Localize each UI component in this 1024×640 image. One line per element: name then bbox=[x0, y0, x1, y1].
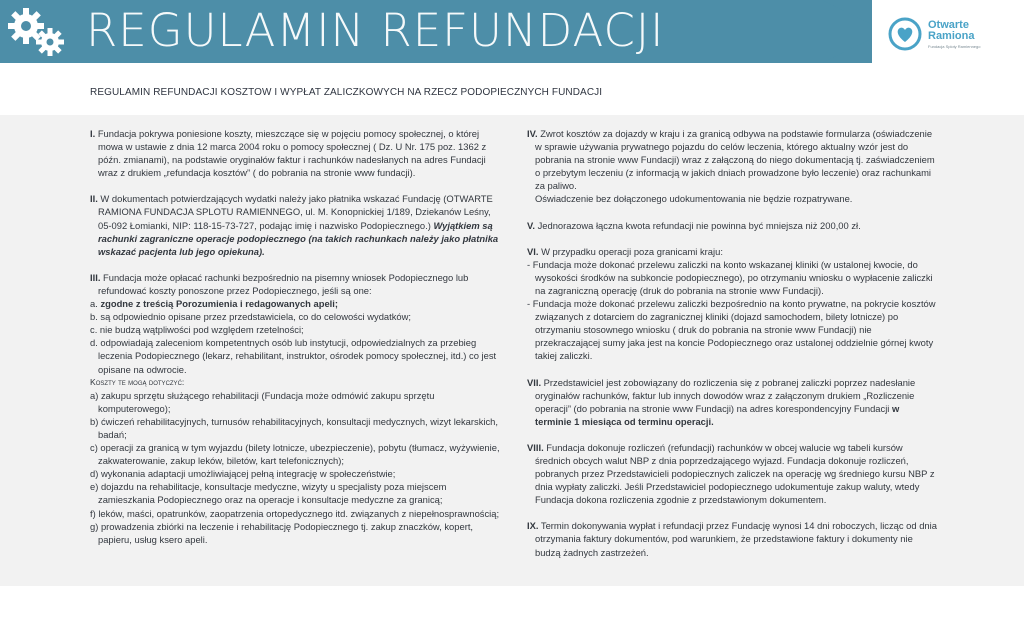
section-9 bbox=[527, 519, 937, 558]
list-item: e) dojazdu na rehabilitacje, konsultacje medyczne, wizyty u specjalisty poza miejscem zamieszkania Podopiecznego oraz na operacje i konsultacje medyczne za granicą; bbox=[90, 481, 447, 506]
section-3-intro bbox=[90, 271, 500, 297]
list-prefix: a. bbox=[90, 298, 101, 310]
section-number: IV. bbox=[527, 128, 538, 139]
section-number: VIII. bbox=[527, 441, 544, 453]
section-7 bbox=[527, 376, 937, 428]
gears-icon bbox=[6, 4, 68, 60]
list-item: c) operacji za granicą w tym wyjazdu (bilety lotnicze, ubezpieczenie), pobytu (tłumacz, wyżywienie, zakwaterowanie, zakup leków, biletów, kart telefonicznych); bbox=[90, 442, 500, 467]
section-4 bbox=[527, 127, 937, 206]
list-item-bold: zgodne z treścią Porozumienia i redagowanych apeli; bbox=[100, 298, 338, 310]
list-item: d. odpowiadają zaleceniom kompetentnych osób lub instytucji, odpowiedzialnych za przebieg leczenia Podopiecznego (lekarz, rehabilitant, instruktor, ośrodek pomocy społecznej, itd.) co jest opisane na odwrocie. bbox=[90, 337, 497, 375]
list-item: b) ćwiczeń rehabilitacyjnych, turnusów rehabilitacyjnych, konsultacji medycznych, wizyt lekarskich, badań; bbox=[90, 415, 498, 440]
logo-subtext: Fundacja Sploty Ramiennego bbox=[928, 44, 981, 49]
section-text: W przypadku operacji poza granicami kraju: bbox=[538, 245, 723, 257]
logo-text bbox=[928, 20, 974, 42]
section-number: VII. bbox=[527, 376, 542, 388]
section-text: Zwrot kosztów za dojazdy w kraju i za granicą odbywa na podstawie formularza (oświadczenie w sprawie używania prywatnego pojazdu do celów leczenia, którego aktualny wzór jest do pobrania na stronie www Fundacji) wraz z załączoną do niego dokumentacją tj. zaświadczeniem o przebytym leczeniu (z informacją w jakich dniach prowadzone było leczenie) oraz rachunkami za paliwo. bbox=[535, 128, 935, 192]
section-6 bbox=[527, 245, 937, 363]
section-text: Przedstawiciel jest zobowiązany do rozliczenia się z pobranej zaliczki poprzez nadesłanie oryginałów rachunków, faktur lub innych dowodów wraz z załączonym drukiem „Rozliczenie operacji” (do pobrania na stronie www Fundacji) na adres korespondencyjny Fundacji bbox=[535, 376, 916, 414]
list-item: d) wykonania adaptacji umożliwiającej pełną integrację w społeczeństwie; bbox=[90, 468, 396, 480]
logo-line2: Ramiona bbox=[928, 30, 975, 42]
section-text: Fundacja pokrywa poniesione koszty, mieszczące się w pojęciu pomocy społecznej, o której mowa w ustawie z dnia 12 marca 2004 roku o pomocy społecznej ( Dz. U Nr. 175 poz. 1362 z późn. zmianami), na podstawie oryginałów faktur i rachunków nadesłanych na adres Fundacji wraz z drukiem „refundacja kosztów” ( do pobrania na stronie www fundacji). bbox=[95, 128, 487, 179]
section-number: II. bbox=[90, 193, 98, 205]
section-5 bbox=[527, 219, 937, 232]
costs-heading: Koszty te mogą dotyczyć: bbox=[90, 376, 185, 387]
list-item: g) prowadzenia zbiórki na leczenie i rehabilitację Podopiecznego tj. zakup znaczków, kopert, papieru, usług ksero apeli. bbox=[90, 520, 474, 545]
section-text: Fundacja może opłacać rachunki bezpośrednio na pisemny wniosek Podopiecznego lub refundować koszty ponoszone przez Podopiecznego, jeśli są one: bbox=[98, 271, 469, 296]
section-bold-note: Wyjątkiem są rachunki zagraniczne operacje podopiecznego (na takich rachunkach należy jako płatnika wskazać pacjenta lub jego opiekuna). bbox=[98, 219, 499, 257]
section-number: IX. bbox=[527, 520, 539, 532]
list-item: f) leków, maści, opatrunków, zaopatrzenia ortopedycznego itd. związanych z niepełnosprawnością; bbox=[90, 507, 500, 519]
list-item: - Fundacja może dokonać przelewu zaliczki bezpośrednio na konto prywatne, na pokrycie kosztów związanych z dotarciem do zagranicznej kliniki (dojazd samochodem, bilety lotnicze) po otrzymaniu stosownego wniosku ( druk do pobrania na stronie www Fundacji) nie przekraczającej sumy jaka jest na koncie Podopiecznego oraz ustalonej oddzielnie górnej kwoty takiej zaliczki. bbox=[527, 298, 936, 362]
page-title: REGULAMIN REFUNDACJI bbox=[86, 4, 665, 57]
section-note: Oświadczenie bez dołączonego udokumentowania nie będzie rozpatrywane. bbox=[535, 193, 853, 205]
list-item bbox=[90, 297, 500, 310]
section-number: VI. bbox=[527, 245, 539, 257]
document-subtitle: REGULAMIN REFUNDACJI KOSZTOW I WYPŁAT ZALICZKOWYCH NA RZECZ PODOPIECZNYCH FUNDACJI bbox=[90, 87, 603, 98]
section-number: III. bbox=[90, 271, 101, 283]
header-banner bbox=[0, 0, 1024, 63]
section-number: V. bbox=[527, 219, 535, 231]
section-4-body bbox=[527, 127, 937, 192]
section-text: Fundacja dokonuje rozliczeń (refundacji) rachunków w obcej walucie wg tabeli kursów średnich obcych walut NBP z dnia poprzedzającego wyjazd. Fundacja dokonuje rozliczeń, pobranych przez Przedstawicieli podopiecznych zaliczek na operację wg średniego kursu NBP z dnia wypłaty zaliczki. Jeśli Przedstawiciel podopiecznego udokumentuje zakup waluty, wtedy Fundacja dokona rozliczenia zgodnie z przedstawionym dokumentem. bbox=[535, 441, 935, 506]
section-text: W dokumentach potwierdzających wydatki należy jako płatnika wskazać Fundację (OTWARTE RAMIONA FUNDACJA SPLOTU RAMIENNEGO, ul. M. Konopnickiej 1/189, Dziekanów Leśny, 05-092 Łomianki, NIP: 118-15-73-727, podając imię i nazwisko Podopiecznego.) bbox=[97, 193, 493, 231]
section-bold-deadline: w terminie 1 miesiąca od terminu operacji. bbox=[535, 402, 900, 427]
list-item: - Fundacja może dokonać przelewu zaliczki na konto wskazanej kliniki (w ustalonej kwocie, do wysokości środków na subkoncie podopiecznego), po otrzymaniu wniosku o wypłacenie zaliczki na zagraniczną operację (druk do pobrania na stronie www Fundacji). bbox=[527, 258, 933, 296]
list-item: c. nie budzą wątpliwości pod względem rzetelności; bbox=[90, 324, 304, 336]
left-column bbox=[90, 127, 500, 546]
section-text: Termin dokonywania wypłat i refundacji przez Fundację wynosi 14 dni roboczych, licząc od dnia otrzymania faktury dokumentów, pod warunkiem, że przedstawione faktury i dokumenty nie budzą żadnych zastrzeżeń. bbox=[535, 520, 937, 558]
section-text: Jednorazowa łączna kwota refundacji nie powinna być mniejsza niż 200,00 zł. bbox=[535, 219, 861, 231]
section-8 bbox=[527, 441, 937, 506]
list-item: b. są odpowiednio opisane przez przedstawiciela, co do celowości wydatków; bbox=[90, 311, 412, 323]
right-column bbox=[527, 127, 937, 572]
logo-line1: Otwarte bbox=[928, 19, 969, 31]
section-2 bbox=[90, 192, 500, 257]
section-3 bbox=[90, 271, 500, 546]
heart-logo-icon bbox=[888, 17, 922, 51]
list-item: a) zakupu sprzętu służącego rehabilitacji (Fundacja może odmówić zakupu sprzętu komputerowego); bbox=[90, 389, 435, 414]
section-1 bbox=[90, 127, 500, 179]
section-6-intro bbox=[527, 245, 937, 258]
section-number: I. bbox=[90, 128, 96, 139]
